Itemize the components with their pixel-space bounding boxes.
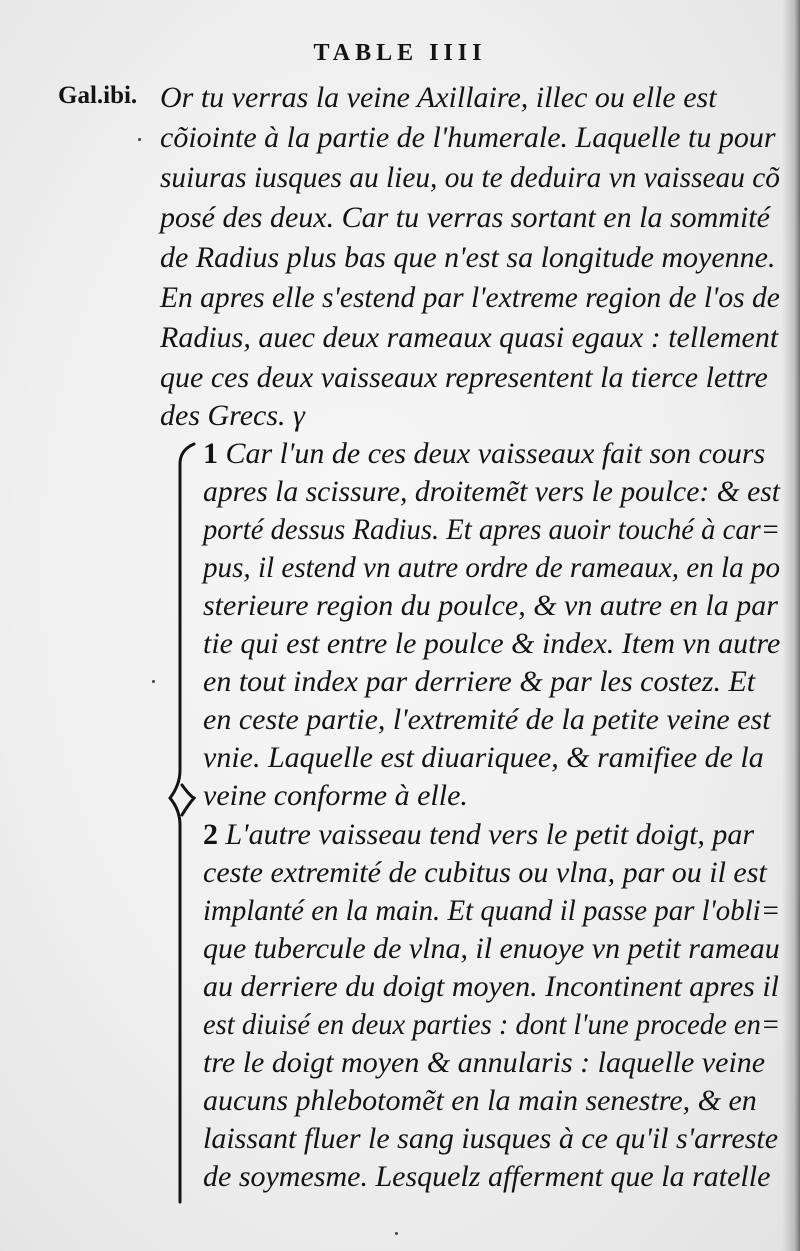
sub-item-1-line: pus, il estend vn autre ordre de rameaux, en la po xyxy=(203,551,781,584)
sub-item-2-line: est diuisé en deux parties : dont l'une procede en= xyxy=(203,1008,781,1041)
sub-item-1-line: 1 Car l'un de ces deux vaisseaux fait son cours xyxy=(203,437,766,470)
sub-item-2-line: implanté en la main. Et quand il passe par l'obli= xyxy=(203,894,781,927)
sub-item-2-line: de soymesme. Lesquelz afferment que la ratelle xyxy=(203,1160,771,1193)
sub-item-2-line: au derriere du doigt moyen. Incontinent apres il xyxy=(203,970,780,1003)
main-line: suiuras iusques au lieu, ou te deduira vn vaisseau cõ xyxy=(160,161,780,194)
main-line: de Radius plus bas que n'est sa longitude moyenne. xyxy=(160,241,776,274)
left-bracket xyxy=(160,440,200,1210)
main-line: Radius, auec deux rameaux quasi egaux : tellement xyxy=(160,321,779,354)
sub-item-2-line: 2 L'autre vaisseau tend vers le petit doigt, par xyxy=(203,818,755,851)
main-line: En apres elle s'estend par l'extreme region de l'os de xyxy=(160,281,780,314)
sub-item-2-line: tre le doigt moyen & annularis : laquelle veine xyxy=(203,1046,766,1079)
binding-shadow xyxy=(782,0,800,1251)
sub-item-1-line: porté dessus Radius. Et apres auoir touché à car= xyxy=(203,513,781,546)
sub-item-number: 1 xyxy=(203,437,218,470)
sub-item-1-line: apres la scissure, droitemẽt vers le poulce: & est xyxy=(203,475,781,508)
ink-speck xyxy=(138,138,141,141)
page-header: TABLE IIII xyxy=(313,40,487,66)
ink-speck xyxy=(152,680,155,683)
main-line: Or tu verras la veine Axillaire, illec ou elle est xyxy=(160,81,717,114)
ink-speck xyxy=(395,1232,398,1235)
sub-item-1-line: tie qui est entre le poulce & index. Item vn autre xyxy=(203,627,781,660)
main-line: posé des deux. Car tu verras sortant en la sommité xyxy=(160,201,770,234)
sub-item-2-line: que tubercule de vlna, il enuoye vn petit rameau xyxy=(203,932,780,965)
sub-item-1-line: veine conforme à elle. xyxy=(203,779,468,812)
sub-item-1-line: en ceste partie, l'extremité de la petite veine est xyxy=(203,703,771,736)
sub-item-1-line: sterieure region du poulce, & vn autre en la par xyxy=(203,589,778,622)
sub-item-2-line: ceste extremité de cubitus ou vlna, par ou il est xyxy=(203,856,767,889)
sub-item-number: 2 xyxy=(203,818,218,851)
main-line: cõiointe à la partie de l'humerale. Laquelle tu pour xyxy=(160,121,776,154)
sub-item-1-line: en tout index par derriere & par les costez. Et xyxy=(203,665,756,698)
main-line: des Grecs. γ xyxy=(160,399,305,432)
sub-item-1-line: vnie. Laquelle est diuariquee, & ramifiee de la xyxy=(203,741,764,774)
sub-item-2-line: aucuns phlebotomẽt en la main senestre, & en xyxy=(203,1084,757,1117)
margin-note: Gal.ibi. xyxy=(58,82,138,109)
sub-item-2-line: laissant fluer le sang iusques à ce qu'il s'arreste xyxy=(203,1122,779,1155)
main-line: que ces deux vaisseaux representent la tierce lettre xyxy=(160,361,768,394)
